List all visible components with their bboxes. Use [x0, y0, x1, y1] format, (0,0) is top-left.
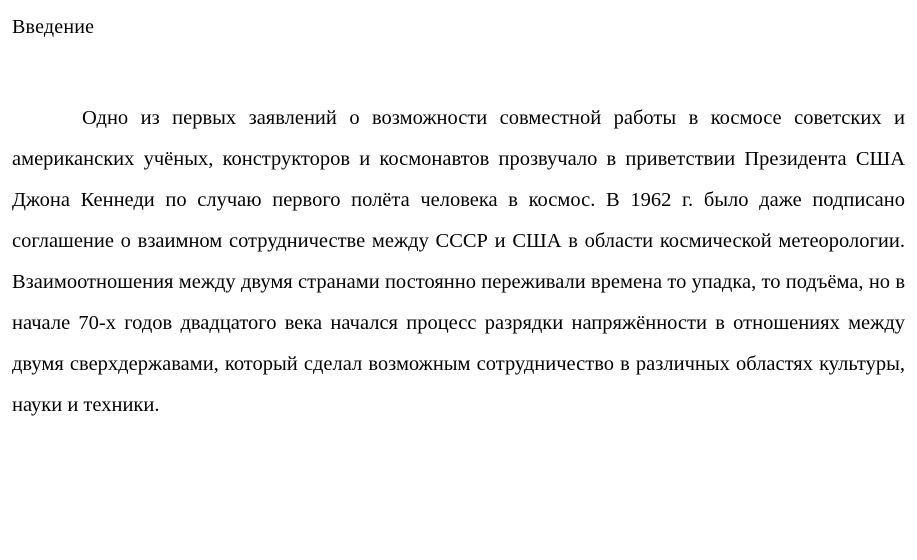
body-paragraph: Одно из первых заявлений о возможности совместной работы в космосе советских и американских учёных, конструкторов и космонавтов прозвучало в приветствии Президента США Джона Кеннеди по случаю первого полёта человека в космос. В 1962 г. было даже подписано соглашение о взаимном сотрудничестве между СССР и США в области космической метеорологии. Взаимоотношения между двумя странами постоянно переживали времена то упадка, то подъёма, но в начале 70-х годов двадцатого века начался процесс разрядки напряжённости в отношениях между двумя сверхдержавами, который сделал возможным сотрудничество в различных областях культуры, науки и техники.	[12, 107, 905, 416]
heading-body-spacer	[12, 40, 907, 98]
section-heading: Введение	[12, 16, 95, 38]
